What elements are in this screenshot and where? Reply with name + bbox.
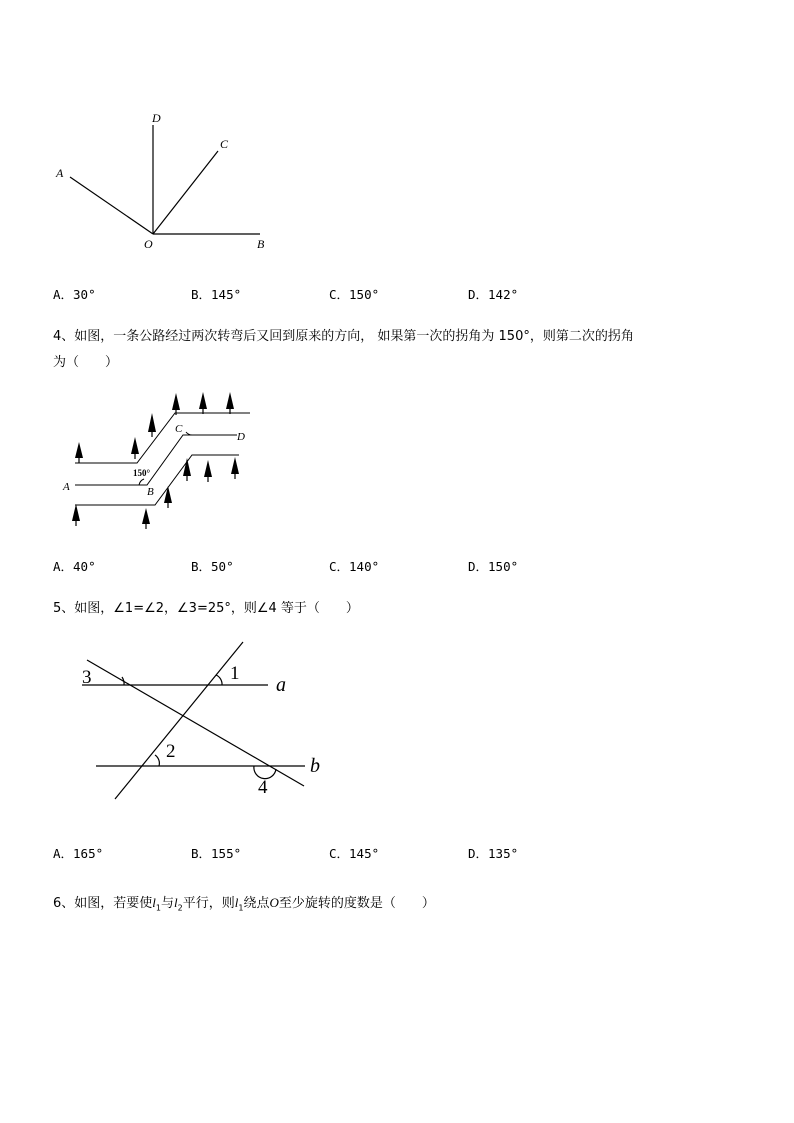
q5-option-d[interactable]: D．135°: [468, 846, 519, 861]
tree-icon: [172, 393, 180, 415]
label-A: A: [63, 481, 70, 493]
q3-option-d[interactable]: D．142°: [468, 287, 519, 302]
line-label-a: a: [276, 674, 286, 696]
q5-option-a[interactable]: A．165°: [53, 846, 104, 861]
q6-mid2: 平行，则: [182, 896, 235, 911]
q3-option-b[interactable]: B．145°: [191, 287, 242, 302]
tree-icon: [142, 508, 150, 529]
tree-icon: [199, 392, 207, 414]
angle-label-4: 4: [258, 777, 268, 798]
q4-option-b[interactable]: B．50°: [191, 559, 234, 574]
angle-label-150: 150°: [133, 468, 151, 478]
angle-label-3: 3: [82, 667, 92, 688]
q6-mid3: 绕点: [243, 896, 270, 911]
tree-icon: [75, 442, 83, 463]
q6-prefix: 6、如图，若要使: [53, 896, 153, 911]
q6-sub1: 1: [155, 903, 161, 913]
angle-label-2: 2: [166, 741, 176, 762]
q6-line-l2: l: [174, 895, 178, 910]
q5-option-c[interactable]: C．145°: [329, 846, 380, 861]
tree-icon: [72, 504, 80, 526]
tree-icon: [231, 457, 239, 479]
q6-line-l3: l: [234, 895, 239, 910]
q3-option-c[interactable]: C．150°: [329, 287, 380, 302]
angle-figure-q3: [50, 105, 290, 255]
label-C: C: [220, 137, 229, 151]
tree-icon: [131, 437, 139, 459]
angle-arc-1: [216, 675, 222, 685]
label-D: D: [152, 111, 161, 125]
label-O: O: [144, 237, 153, 251]
q4-option-d[interactable]: D．150°: [468, 559, 519, 574]
q6-mid1: 与: [161, 896, 175, 911]
ray-OA: [70, 177, 153, 234]
q6-suffix: 至少旋转的度数是（ ）: [278, 896, 435, 911]
q4-option-c[interactable]: C．140°: [329, 559, 380, 574]
q6-sub3: 1: [238, 903, 244, 913]
label-D: D: [237, 431, 245, 443]
q5-option-b[interactable]: B．155°: [191, 846, 242, 861]
q6-line-l1: l: [152, 895, 156, 910]
q5-text: 5、如图，∠1=∠2，∠3=25°，则∠4 等于（ ）: [53, 601, 359, 616]
line-label-b: b: [310, 755, 320, 777]
parallel-lines-figure-q5: [70, 635, 340, 810]
q3-option-a[interactable]: A．30°: [53, 287, 96, 302]
tree-icon: [148, 413, 156, 437]
label-C: C: [175, 423, 183, 435]
tree-icon: [226, 392, 234, 414]
transversal-2: [87, 660, 304, 786]
angle-arc-B: [139, 479, 144, 485]
tree-icon: [183, 458, 191, 481]
q6-text: [53, 892, 435, 913]
angle-label-1: 1: [230, 663, 240, 684]
tree-icon: [204, 460, 212, 482]
transversal-1: [115, 642, 243, 799]
label-B: B: [147, 486, 154, 498]
tree-icon: [164, 486, 172, 508]
angle-arc-2: [155, 755, 159, 766]
ray-OC: [153, 151, 218, 234]
q4-text-line2: 为（ ）: [53, 355, 119, 370]
road-center-line: [75, 435, 237, 485]
label-A: A: [56, 166, 64, 180]
label-B: B: [257, 237, 265, 251]
q4-option-a[interactable]: A．40°: [53, 559, 96, 574]
q6-point-O: O: [269, 895, 279, 910]
q6-sub2: 2: [177, 903, 183, 913]
road-figure-q4: [55, 388, 265, 533]
q4-text-line1: 4、如图，一条公路经过两次转弯后又回到原来的方向， 如果第一次的拐角为 150°，则第二次的拐角: [53, 329, 634, 344]
